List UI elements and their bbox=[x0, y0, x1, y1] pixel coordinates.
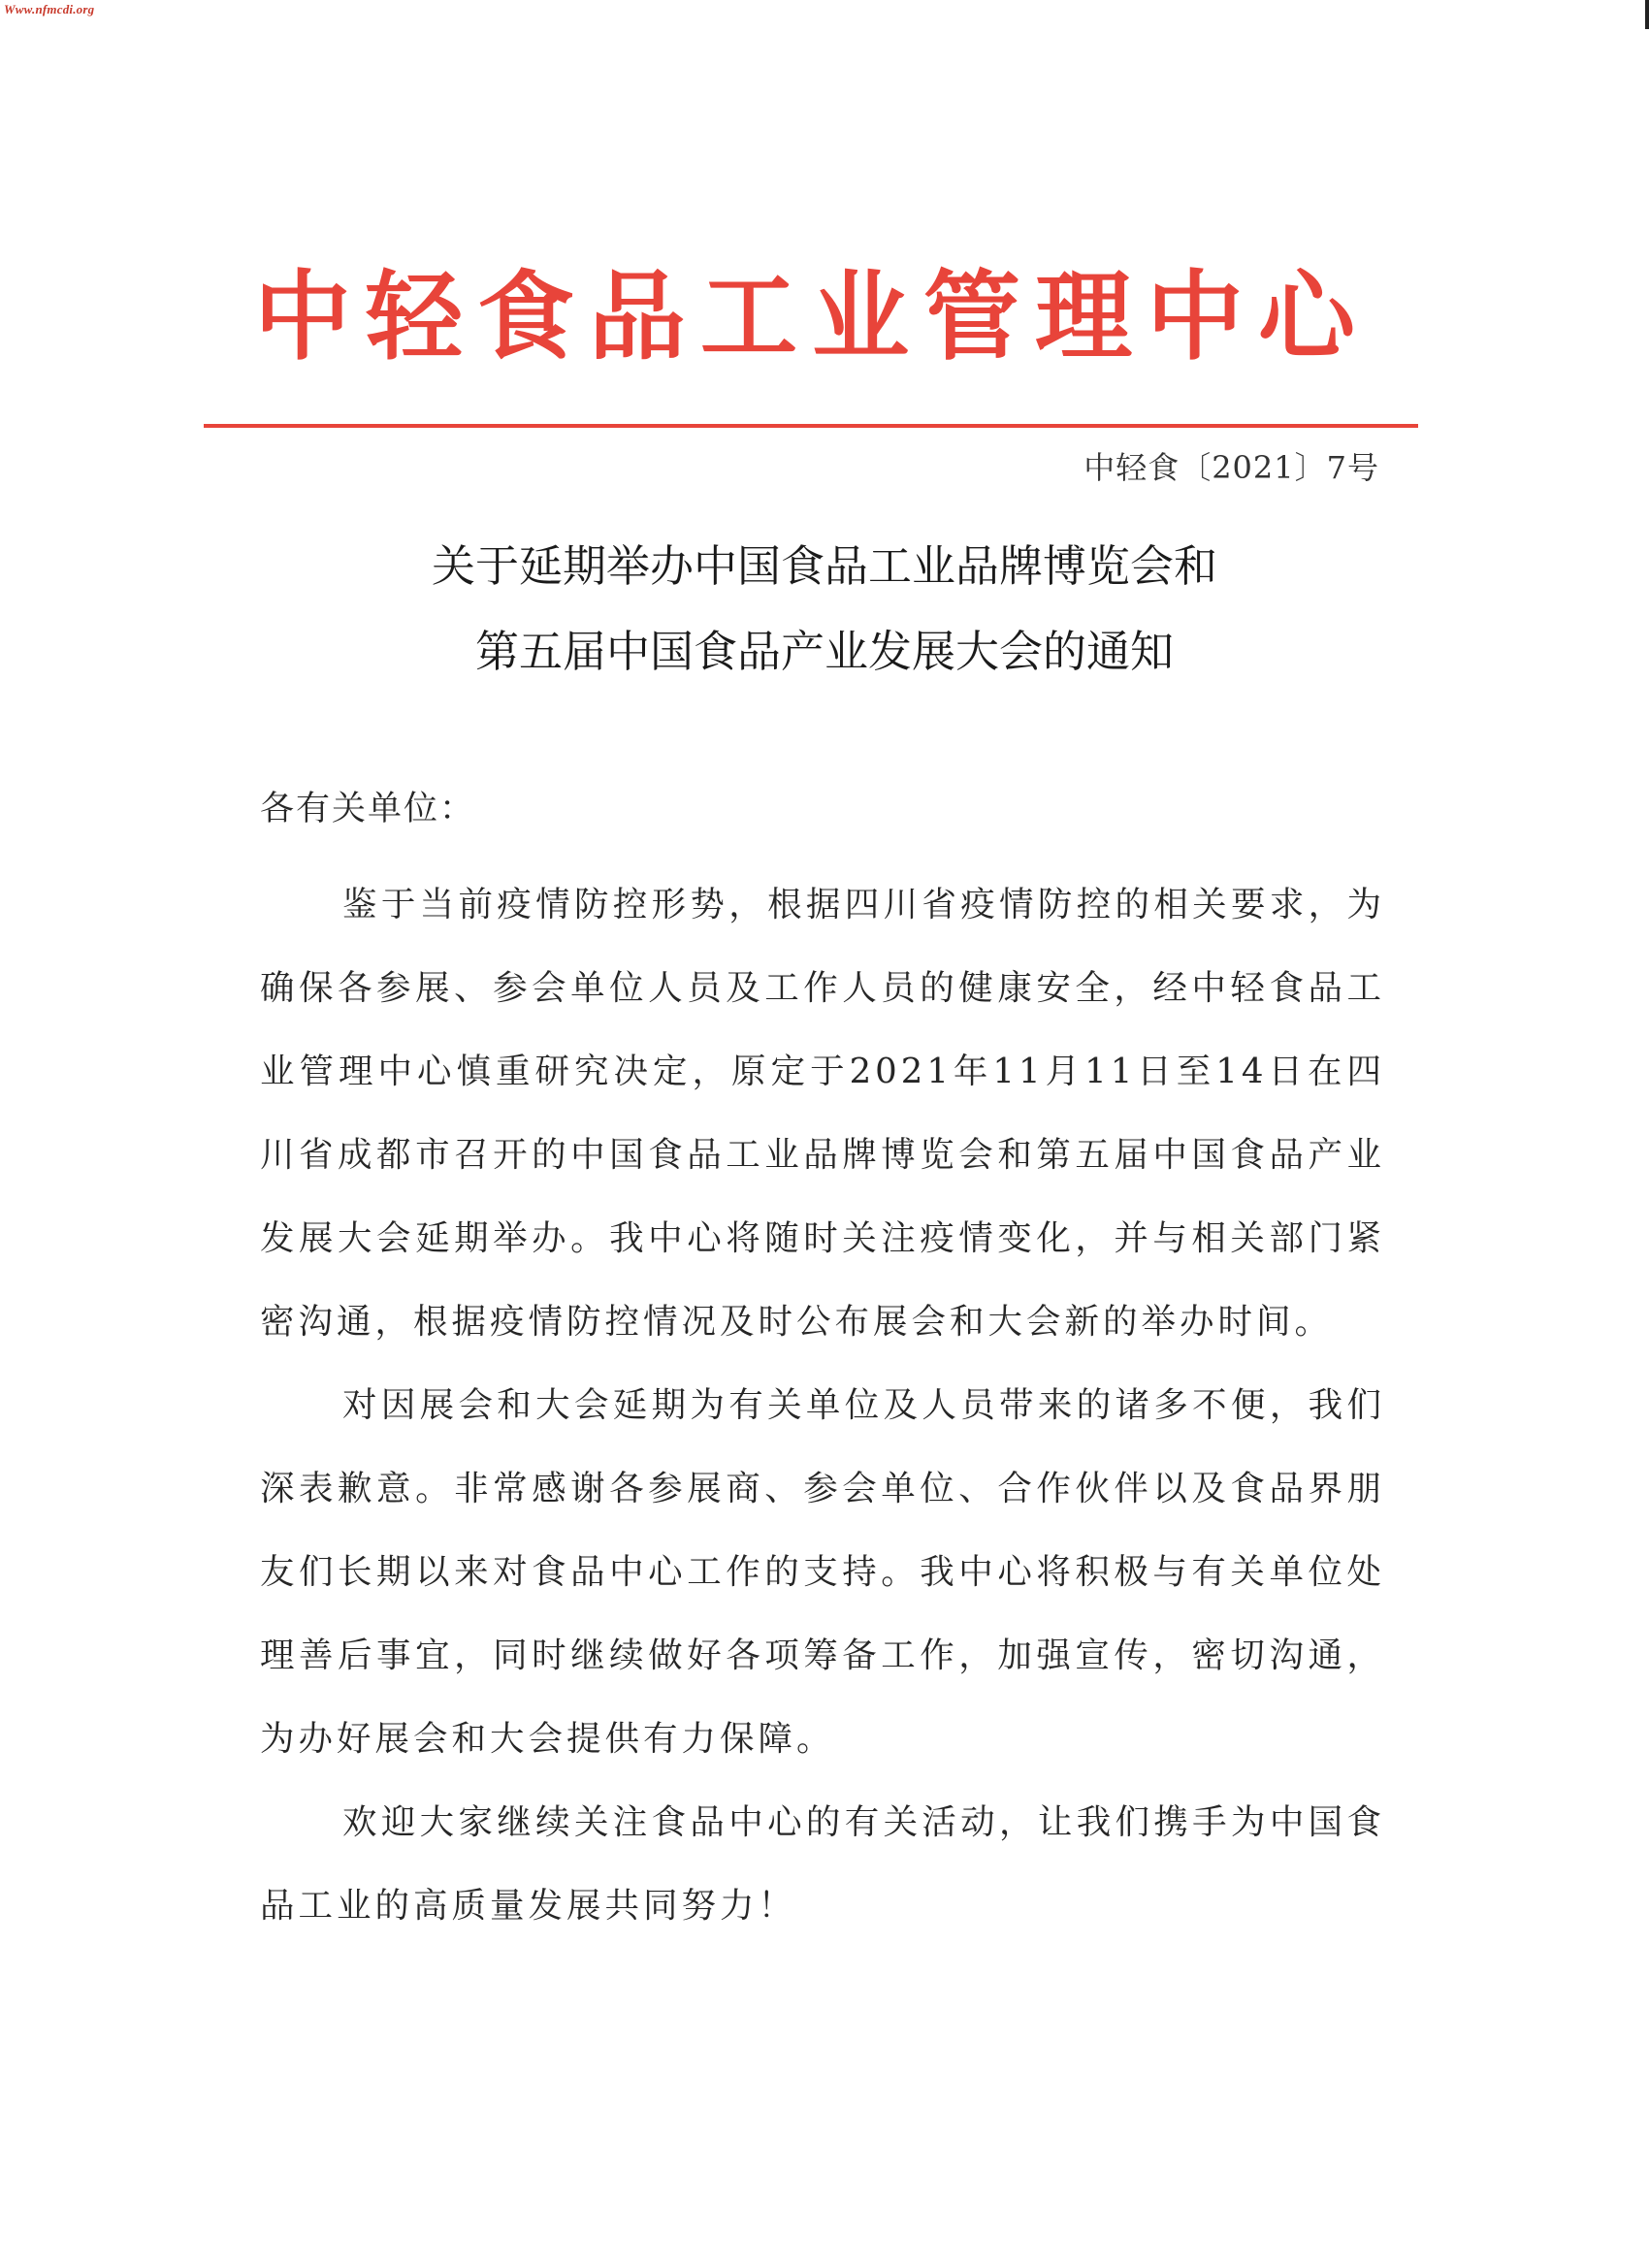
letterhead-red-rule bbox=[204, 424, 1418, 428]
paragraph-closing: 欢迎大家继续关注食品中心的有关活动，让我们携手为中国食品工业的高质量发展共同努力！ bbox=[260, 1802, 1385, 1926]
title-line-1: 关于延期举办中国食品工业品牌博览会和 bbox=[431, 540, 1217, 592]
scan-edge-mark bbox=[1645, 0, 1649, 29]
paragraph-postponement: 鉴于当前疫情防控形势，根据四川省疫情防控的相关要求，为确保各参展、参会单位人员及工作人员的健康安全，经中轻食品工业管理中心慎重研究决定，原定于2021年11月11日至14日在四川省成都市召开的中国食品工业品牌博览会和第五届中国食品产业发展大会延期举办。我中心将随时关注疫情变化，并与相关部门紧密沟通，根据疫情防控情况及时公布展会和大会新的举办时间。 bbox=[260, 885, 1385, 1342]
paragraph-apology: 对因展会和大会延期为有关单位及人员带来的诸多不便，我们深表歉意。非常感谢各参展商、参会单位、合作伙伴以及食品界朋友们长期以来对食品中心工作的支持。我中心将积极与有关单位处理善后事宜，同时继续做好各项筹备工作，加强宣传，密切沟通，为办好展会和大会提供有力保障。 bbox=[260, 1385, 1385, 1759]
notice-title bbox=[242, 524, 1406, 695]
notice-body bbox=[260, 863, 1385, 1948]
site-watermark: Www.nfmcdi.org bbox=[4, 2, 95, 16]
salutation: 各有关单位： bbox=[260, 790, 476, 828]
document-number: 中轻食〔2021〕7号 bbox=[1083, 449, 1379, 486]
title-line-2: 第五届中国食品产业发展大会的通知 bbox=[474, 626, 1174, 677]
letterhead-organization: 中轻食品工业管理中心 bbox=[254, 260, 1370, 373]
